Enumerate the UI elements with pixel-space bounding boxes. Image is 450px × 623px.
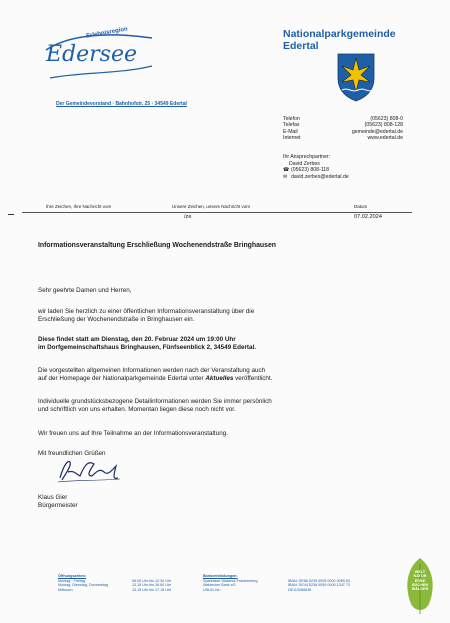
municipal-crest-icon [336, 52, 376, 102]
contact-person-phone: (05623) 808-118 [291, 167, 329, 174]
opening-hours-times: 08.00 Uhr bis 12.30 Uhr 13.15 Uhr bis 16.00 Uhr 13.15 Uhr bis 17.15 Uhr [132, 578, 172, 592]
signature [54, 454, 124, 486]
signer-name: Klaus Gier [38, 494, 68, 501]
contact-row: E-Mail gemeinde@edertal.de [283, 128, 403, 135]
salutation: Sehr geehrte Damen und Herren, [38, 287, 132, 294]
org-name: Nationalparkgemeinde Edertal [283, 28, 396, 52]
logo-tagline: Erlebnisregion [85, 26, 129, 40]
contact-row: Telefon (05623) 808-0 [283, 116, 403, 122]
ref-unsere-value: /ze [184, 214, 192, 220]
signer-block [38, 494, 418, 510]
ref-datum-value: 07.02.2024 [354, 214, 382, 220]
ref-ihre-label: Ihre Zeichen, Ihre Nachricht vom [46, 204, 112, 209]
sender-address: Der Gemeindevorstand · Bahnhofstr. 25 · 34549 Edertal [56, 101, 187, 107]
paragraph-5: Wir freuen uns auf Ihre Teilnahme an der Informationsveranstaltung. [38, 430, 228, 437]
contact-person [283, 154, 349, 180]
signer-title: Bürgermeister [38, 502, 78, 510]
paragraph-3: Die vorgestellten allgemeinen Informationen werden nach der Veranstaltung auch auf der Homepage der Nationalparkgemeinde Edertal unter Aktuelles veröffentlicht. [38, 367, 273, 383]
paragraph-1: wir laden Sie herzlich zu einer öffentlichen Informationsveranstaltung über die Erschließung der Wochenendstraße in Bringhausen ein. [38, 308, 255, 324]
bank-ibans: IBAN: DE86 5235 0005 0002 0065 63 IBAN: DE44 5236 0059 0005 1347 73 DE113266636 [288, 578, 350, 592]
opening-hours: Öffnungszeiten: Montag - Freitag Montag, Dienstag, Donnerstag Mittwoch [58, 574, 109, 592]
closing: Mit freundlichen Grüßen [38, 450, 106, 457]
paragraph-4: Individuelle grundstücksbezogene Detailinformationen werden Sie immer persönlich und schriftlich von uns erhalten. Momentan liegen diese noch nicht vor. [38, 398, 272, 414]
contact-row: Telefax (05623) 808-128 [283, 122, 403, 129]
contact-person-email: david.zerbes@edertal.de [291, 173, 349, 180]
world-heritage-badge-text: WELT NATUR ERBE BUCHEN WÄLDER [411, 570, 429, 592]
phone-icon: ☎ [283, 167, 290, 174]
contact-block [283, 116, 403, 142]
letter-subject: Informationsveranstaltung Erschließung Wochenendstraße Bringhausen [38, 242, 277, 249]
ref-datum-label: Datum [354, 204, 368, 209]
ref-divider [22, 212, 412, 213]
aktuelles-link-text: Aktuelles [205, 375, 234, 383]
contact-person-heading: Ihr Ansprechpartner: [283, 154, 331, 160]
logo-text: Edersee [46, 42, 138, 67]
paragraph-event-details: Diese findet statt am Dienstag, den 20. Februar 2024 um 19:00 Uhr im Dorfgemeinschaftshaus Bringhausen, Fünfseenblick 2, 34549 Edertal. [38, 336, 257, 352]
mail-icon: ✉ [283, 173, 288, 180]
contact-row: Internet www.edertal.de [283, 135, 403, 142]
ref-unsere-label: Unsere Zeichen, unsere Nachricht vom [172, 204, 251, 209]
fold-mark [8, 214, 14, 215]
bank-details: Bankverbindungen: Sparkasse Waldeck-Frankenberg Waldecker Bank eG USt-ID-Nr.: [203, 574, 258, 592]
contact-person-name: David Zerbes [289, 160, 320, 167]
